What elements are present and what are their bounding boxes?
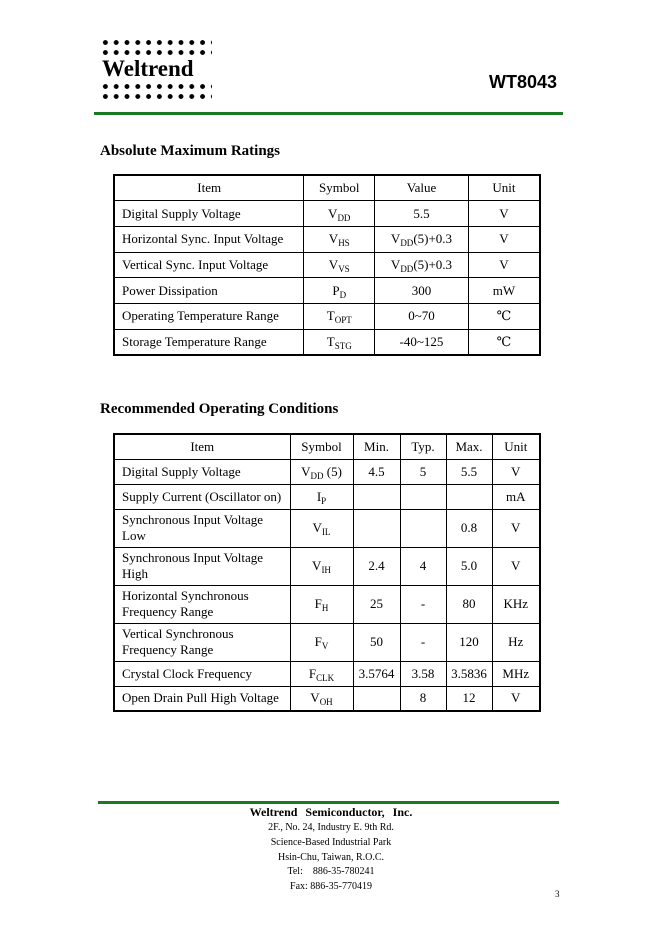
table-row — [114, 585, 540, 623]
cell-item: Digital Supply Voltage — [114, 201, 304, 227]
amr-col-symbol: Symbol — [304, 175, 375, 201]
cell-symbol: $T_{OPT}$ — [304, 303, 375, 329]
cell-typ: 4 — [400, 547, 446, 585]
cell-unit: V — [492, 686, 540, 711]
amr-col-item: Item — [114, 175, 304, 201]
cell-symbol: $V_{IH}$ — [290, 547, 353, 585]
roc-header-row — [114, 434, 540, 459]
cell-item: Vertical Sync. Input Voltage — [114, 252, 304, 278]
amr-col-unit: Unit — [468, 175, 540, 201]
table-row — [114, 459, 540, 484]
cell-value: $V_{DD}(5)+0.3$ — [375, 226, 469, 252]
cell-unit: mA — [492, 484, 540, 509]
cell-unit: Hz — [492, 623, 540, 661]
cell-item: Power Dissipation — [114, 278, 304, 304]
cell-value: -40~125 — [375, 329, 469, 355]
document-id: WT8043 — [488, 72, 557, 92]
cell-min: 50 — [353, 623, 400, 661]
cell-item: Vertical Synchronous Frequency Range — [114, 623, 290, 661]
table-row — [114, 509, 540, 547]
footer-address-line: Hsin-Chu, Taiwan, R.O.C. — [277, 852, 385, 863]
cell-typ: - — [400, 623, 446, 661]
cell-unit: V — [468, 226, 540, 252]
logo-dots-bottom — [100, 94, 212, 99]
cell-item: Horizontal Synchronous Frequency Range — [114, 585, 290, 623]
cell-typ: 8 — [400, 686, 446, 711]
cell-unit: V — [492, 459, 540, 484]
logo-dots-top — [100, 40, 212, 45]
cell-symbol: $T_{STG}$ — [304, 329, 375, 355]
cell-typ: - — [400, 585, 446, 623]
cell-typ: 5 — [400, 459, 446, 484]
svg-text:Weltrend: Weltrend — [102, 56, 194, 81]
cell-item: Synchronous Input Voltage High — [114, 547, 290, 585]
amr-title: Absolute Maximum Ratings — [100, 143, 281, 159]
table-row — [114, 226, 540, 252]
cell-min: 25 — [353, 585, 400, 623]
table-row — [114, 661, 540, 686]
table-row — [114, 252, 540, 278]
cell-value: 300 — [375, 278, 469, 304]
table-row — [114, 303, 540, 329]
roc-col-min: Min. — [353, 434, 400, 459]
cell-min — [353, 484, 400, 509]
cell-unit: V — [492, 509, 540, 547]
table-row — [114, 201, 540, 227]
cell-item: Crystal Clock Frequency — [114, 661, 290, 686]
cell-item: Storage Temperature Range — [114, 329, 304, 355]
cell-unit: KHz — [492, 585, 540, 623]
cell-max: 120 — [446, 623, 492, 661]
amr-col-value: Value — [375, 175, 469, 201]
cell-unit: V — [468, 201, 540, 227]
logo-dots-row3 — [100, 84, 212, 89]
cell-unit: MHz — [492, 661, 540, 686]
cell-item: Operating Temperature Range — [114, 303, 304, 329]
cell-typ — [400, 484, 446, 509]
cell-item: Digital Supply Voltage — [114, 459, 290, 484]
cell-value: 5.5 — [375, 201, 469, 227]
footer-tel: Tel: 886-35-780241 — [287, 866, 375, 877]
cell-symbol: $P_D$ — [304, 278, 375, 304]
cell-unit: ℃ — [468, 303, 540, 329]
roc-col-item: Item — [114, 434, 290, 459]
cell-min: 2.4 — [353, 547, 400, 585]
footer-address-line: Science-Based Industrial Park — [270, 837, 392, 848]
cell-unit: ℃ — [468, 329, 540, 355]
roc-col-max: Max. — [446, 434, 492, 459]
footer-company: Weltrend Semiconductor, Inc. — [249, 805, 413, 819]
cell-min — [353, 686, 400, 711]
roc-col-typ: Typ. — [400, 434, 446, 459]
cell-max — [446, 484, 492, 509]
cell-value: 0~70 — [375, 303, 469, 329]
header-rule — [94, 112, 563, 115]
cell-item: Horizontal Sync. Input Voltage — [114, 226, 304, 252]
footer-address-line: 2F., No. 24, Industry E. 9th Rd. — [268, 822, 394, 833]
cell-symbol: $V_{IL}$ — [290, 509, 353, 547]
footer-rule — [98, 801, 559, 804]
logo-wordmark — [100, 54, 212, 82]
cell-value: $V_{DD}(5)+0.3$ — [375, 252, 469, 278]
cell-unit: mW — [468, 278, 540, 304]
cell-max: 12 — [446, 686, 492, 711]
table-row — [114, 623, 540, 661]
cell-symbol: $V_{HS}$ — [304, 226, 375, 252]
company-logo — [100, 40, 212, 100]
cell-symbol: $V_{OH}$ — [290, 686, 353, 711]
cell-min — [353, 509, 400, 547]
cell-item: Synchronous Input Voltage Low — [114, 509, 290, 547]
cell-max: 3.5836 — [446, 661, 492, 686]
cell-symbol: $V_{DD}$ (5) — [290, 459, 353, 484]
cell-symbol: $F_V$ — [290, 623, 353, 661]
table-row — [114, 547, 540, 585]
amr-header-row — [114, 175, 540, 201]
cell-item: Open Drain Pull High Voltage — [114, 686, 290, 711]
page-number: 3 — [555, 889, 560, 899]
amr-table — [113, 174, 541, 356]
cell-max: 5.0 — [446, 547, 492, 585]
cell-symbol: $V_{DD}$ — [304, 201, 375, 227]
roc-title: Recommended Operating Conditions — [100, 401, 339, 417]
cell-max: 0.8 — [446, 509, 492, 547]
roc-col-unit: Unit — [492, 434, 540, 459]
table-row — [114, 278, 540, 304]
roc-col-symbol: Symbol — [290, 434, 353, 459]
cell-typ — [400, 509, 446, 547]
cell-min: 4.5 — [353, 459, 400, 484]
table-row — [114, 484, 540, 509]
cell-min: 3.5764 — [353, 661, 400, 686]
cell-item: Supply Current (Oscillator on) — [114, 484, 290, 509]
cell-unit: V — [468, 252, 540, 278]
table-row — [114, 329, 540, 355]
cell-unit: V — [492, 547, 540, 585]
cell-typ: 3.58 — [400, 661, 446, 686]
cell-symbol: $F_{CLK}$ — [290, 661, 353, 686]
roc-table — [113, 433, 541, 712]
cell-symbol: $I_P$ — [290, 484, 353, 509]
footer-fax: Fax: 886-35-770419 — [290, 881, 372, 892]
cell-max: 80 — [446, 585, 492, 623]
cell-max: 5.5 — [446, 459, 492, 484]
table-row — [114, 686, 540, 711]
cell-symbol: $F_H$ — [290, 585, 353, 623]
cell-symbol: $V_{VS}$ — [304, 252, 375, 278]
